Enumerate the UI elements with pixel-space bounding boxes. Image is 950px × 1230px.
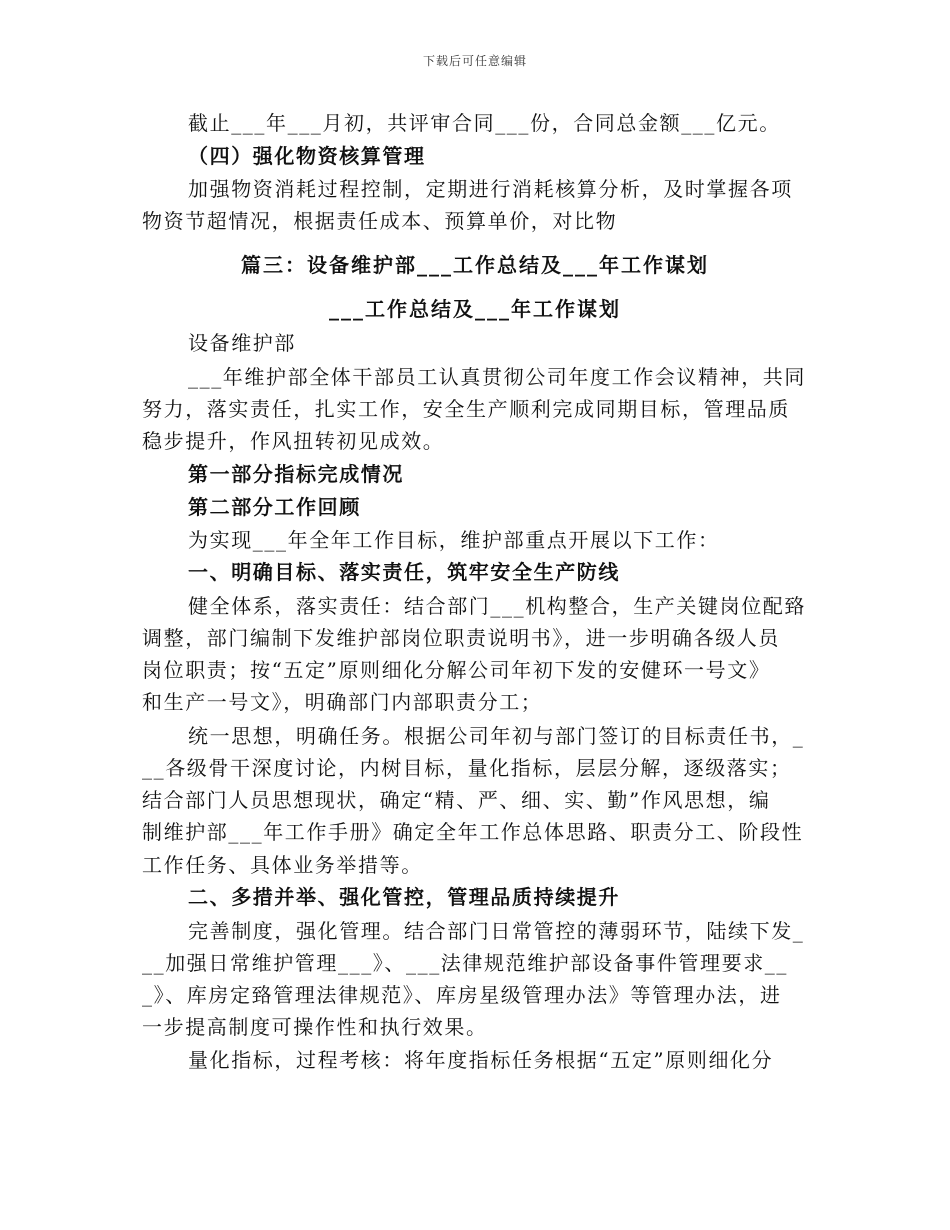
paragraph-line: 岗位职责；按“五定”原则细化分解公司年初下发的安健环一号文》 xyxy=(142,658,771,682)
paragraph-line: 工作任务、具体业务举措等。 xyxy=(142,853,423,877)
paragraph-line: 调整，部门编制下发维护部岗位职责说明书》，进一步明确各级人员 xyxy=(142,626,780,650)
paragraph-line: 和生产一号文》，明确部门内部职责分工； xyxy=(142,690,543,714)
paragraph-line: 量化指标，过程考核：将年度指标任务根据“五定”原则细化分 xyxy=(188,1048,774,1072)
paragraph-line: 加强物资消耗过程控制，定期进行消耗核算分析，及时掌握各项 xyxy=(188,177,793,201)
department-name: 设备维护部 xyxy=(188,331,296,355)
page-header: 下载后可任意编辑 xyxy=(422,54,527,68)
paragraph-line: 截止___年___月初，共评审合同___份，合同总金额___亿元。 xyxy=(188,111,781,135)
paragraph-line: 努力，落实责任，扎实工作，安全生产顺利完成同期目标，管理品质 xyxy=(142,397,790,421)
section-heading: 第二部分工作回顾 xyxy=(188,495,361,519)
section-heading: （四）强化物资核算管理 xyxy=(188,144,426,168)
section-heading: 二、多措并举、强化管控，管理品质持续提升 xyxy=(188,885,620,909)
paragraph-line: 一步提高制度可操作性和执行效果。 xyxy=(142,1015,488,1039)
paragraph-line: __各级骨干深度讨论，内树目标，量化指标，层层分解，逐级落实； xyxy=(142,756,792,780)
paragraph-line: _》、库房定臵管理法律规范》、库房星级管理办法》等管理办法，进 xyxy=(142,983,782,1007)
section-heading: 一、明确目标、落实责任，筑牢安全生产防线 xyxy=(188,560,620,584)
paragraph-line: 制维护部___年工作手册》确定全年工作总体思路、职责分工、阶段性 xyxy=(142,820,804,844)
document-subtitle: ___工作总结及___年工作谋划 xyxy=(329,297,621,321)
paragraph-line: 统一思想，明确任务。根据公司年初与部门签订的目标责任书，_ xyxy=(188,724,805,748)
paragraph-line: 物资节超情况，根据责任成本、预算单价，对比物 xyxy=(142,209,618,233)
paragraph-line: 完善制度，强化管理。结合部门日常管控的薄弱环节，陆续下发_ xyxy=(188,919,805,943)
paragraph-line: 为实现___年全年工作目标，维护部重点开展以下工作： xyxy=(188,528,720,552)
paragraph-line: 结合部门人员思想现状，确定“精、严、细、实、勤”作风思想，编 xyxy=(142,788,771,812)
section-heading: 第一部分指标完成情况 xyxy=(188,462,404,486)
paragraph-line: __加强日常维护管理___》、___法律规范维护部设备事件管理要求__ xyxy=(142,951,788,975)
paragraph-line: ___年维护部全体干部员工认真贯彻公司年度工作会议精神，共同 xyxy=(188,365,806,389)
paragraph-line: 稳步提升，作风扭转初见成效。 xyxy=(142,429,445,453)
chapter-title: 篇三：设备维护部___工作总结及___年工作谋划 xyxy=(241,253,709,277)
paragraph-line: 健全体系，落实责任：结合部门___机构整合，生产关键岗位配臵 xyxy=(188,594,806,618)
